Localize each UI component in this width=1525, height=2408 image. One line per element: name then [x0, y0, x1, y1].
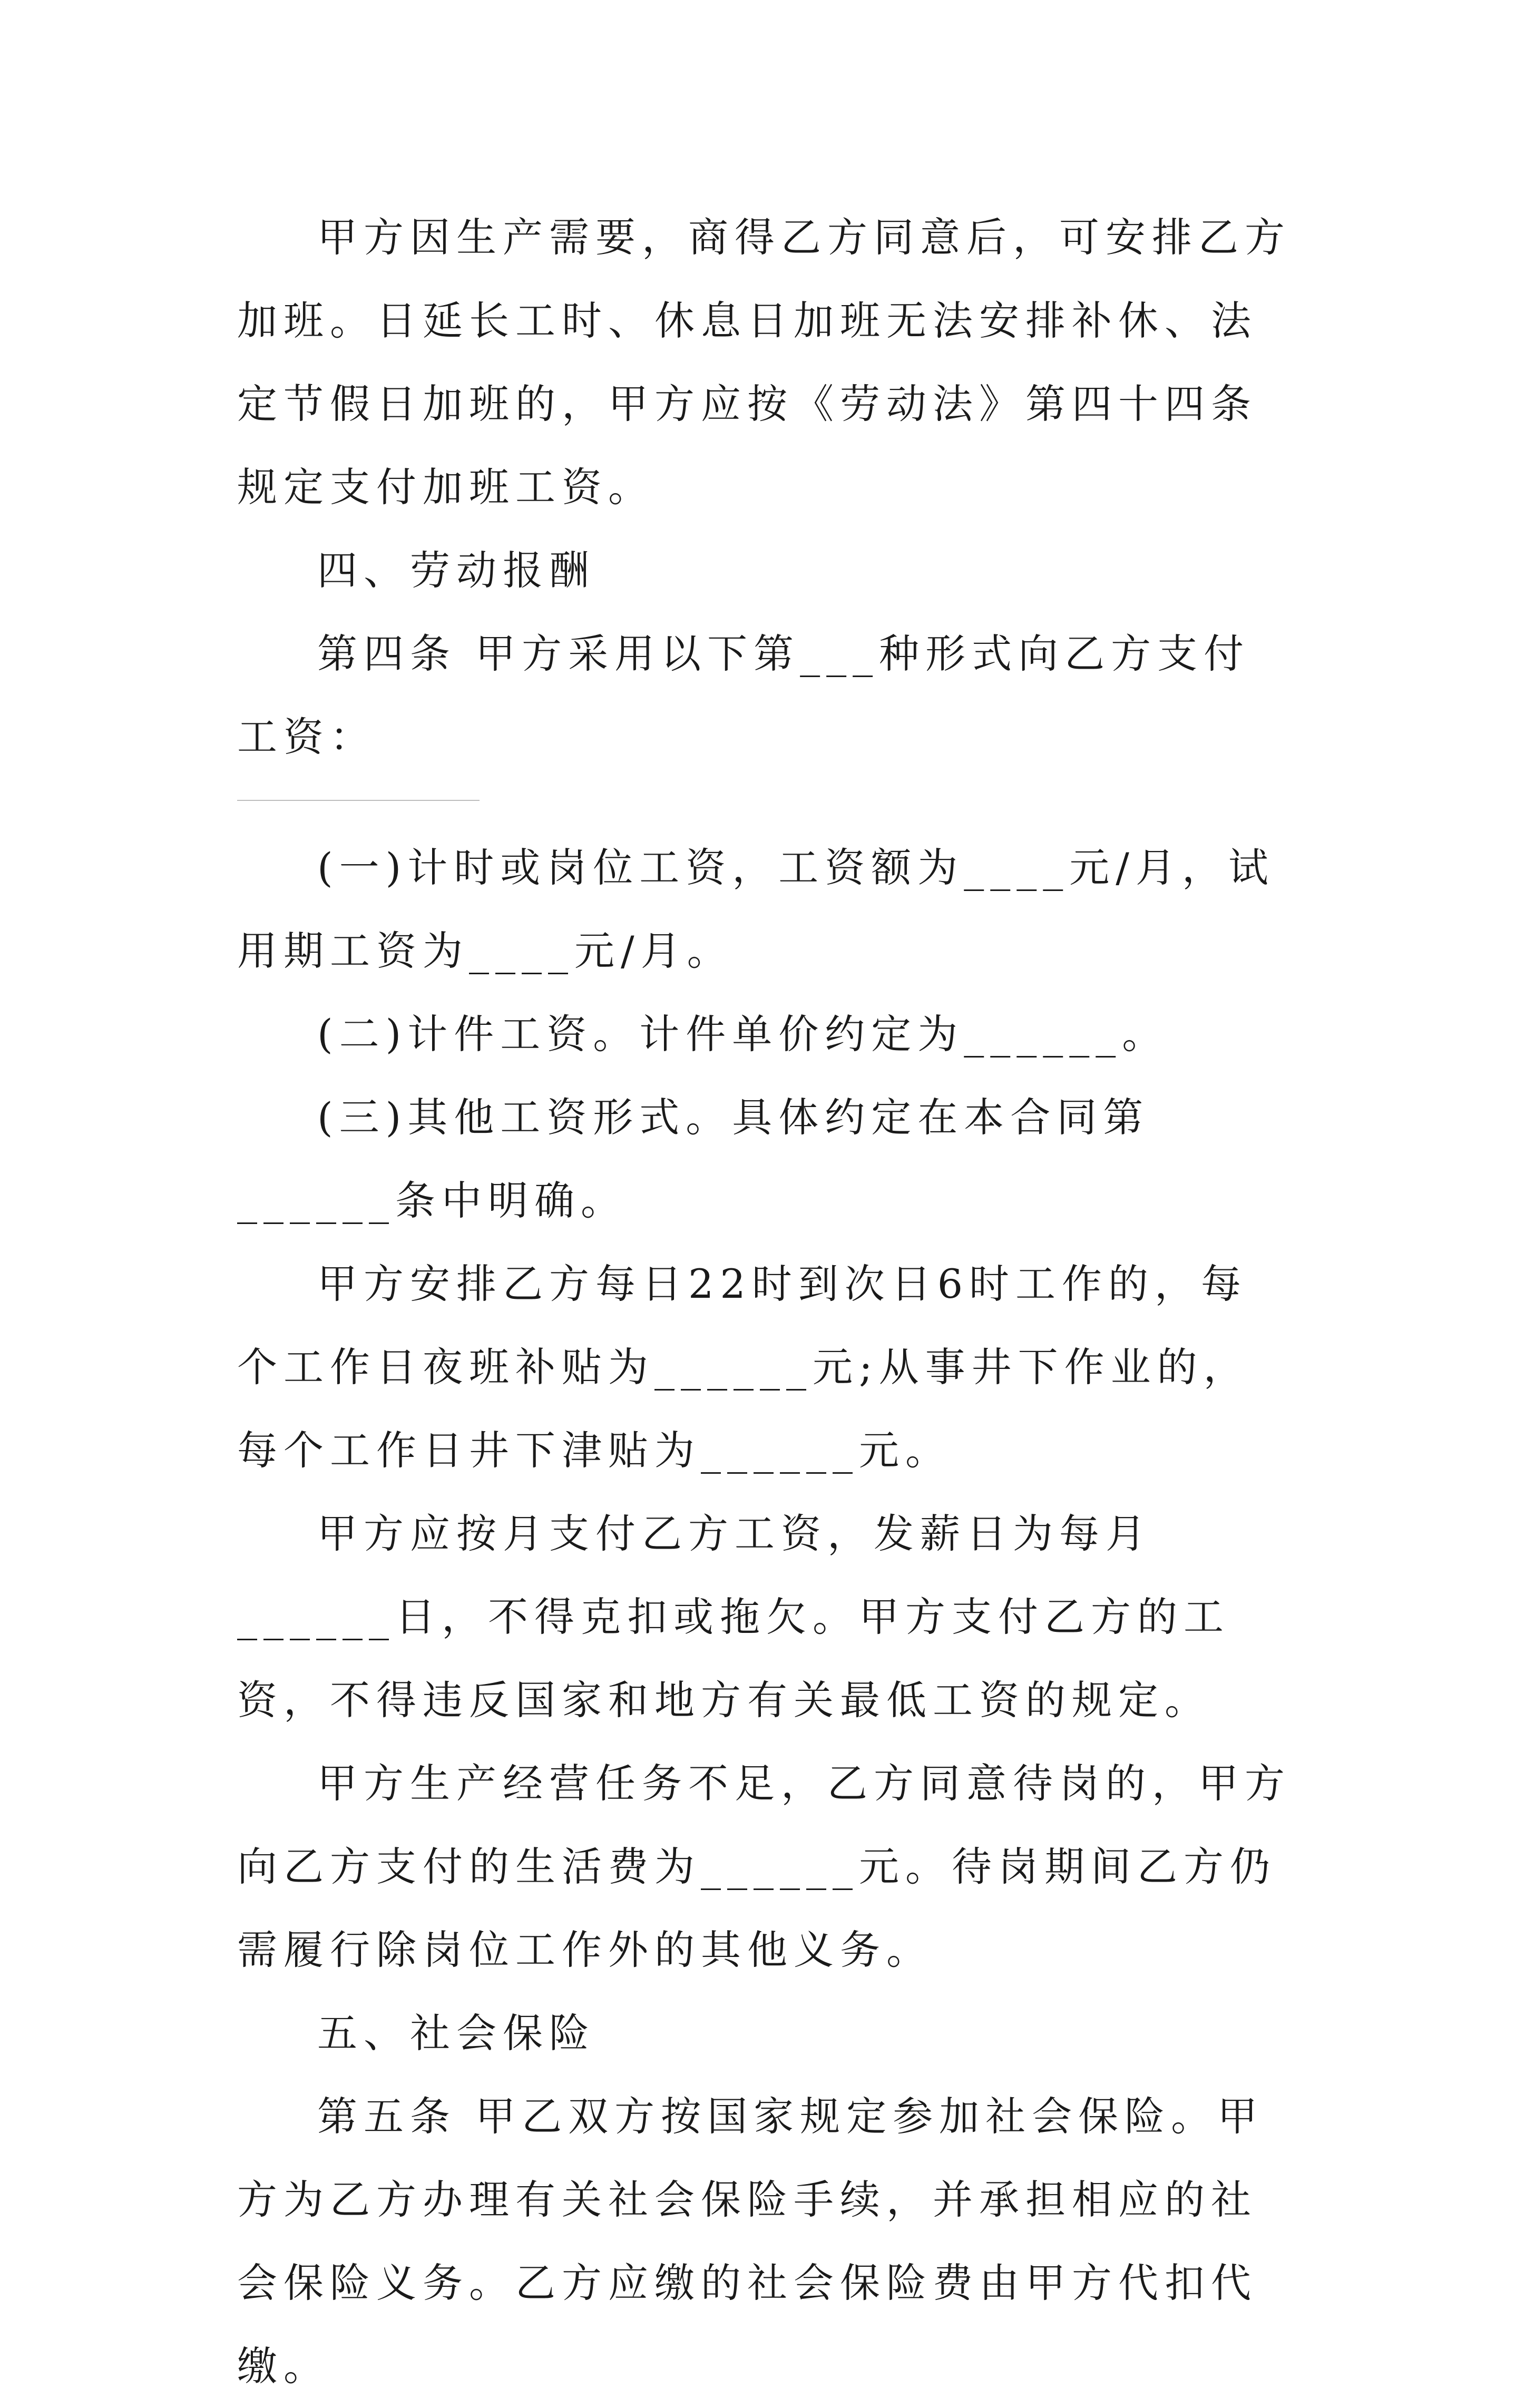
wage-option-3: (三)其他工资形式。具体约定在本合同第______条中明确。	[237, 1094, 1150, 1224]
section-heading-social-insurance: 五、社会保险	[317, 2010, 595, 2057]
paragraph-pay-day: 甲方应按月支付乙方工资，发薪日为每月______日，不得克扣或拖欠。甲方支付乙方的工资，不得违反国家和地方有关最低工资的规定。	[237, 1510, 1230, 1724]
paragraph-night-shift: 甲方安排乙方每日22时到次日6时工作的，每个工作日夜班补贴为______元;从事井下作业的，每个工作日井下津贴为______元。	[237, 1260, 1250, 1474]
wage-option-2: (二)计件工资。计件单价约定为______。	[317, 1011, 1169, 1058]
section-heading-remuneration: 四、劳动报酬	[317, 547, 595, 594]
document-body	[237, 196, 1291, 2408]
wage-option-1: (一)计时或岗位工资，工资额为____元/月，试用期工资为____元/月。	[237, 844, 1275, 974]
paragraph-overtime: 甲方因生产需要，商得乙方同意后，可安排乙方加班。日延长工时、休息日加班无法安排补休、法定节假日加班的，甲方应按《劳动法》第四十四条规定支付加班工资。	[237, 214, 1291, 511]
article-four: 第四条 甲方采用以下第___种形式向乙方支付工资：	[237, 630, 1250, 760]
article-five: 第五条 甲乙双方按国家规定参加社会保险。甲方为乙方办理有关社会保险手续，并承担相应的社会保险义务。乙方应缴的社会保险费由甲方代扣代缴。	[237, 2093, 1264, 2390]
divider-line	[237, 800, 480, 801]
paragraph-standby: 甲方生产经营任务不足，乙方同意待岗的，甲方向乙方支付的生活费为______元。待岗期间乙方仍需履行除岗位工作外的其他义务。	[237, 1760, 1291, 1973]
